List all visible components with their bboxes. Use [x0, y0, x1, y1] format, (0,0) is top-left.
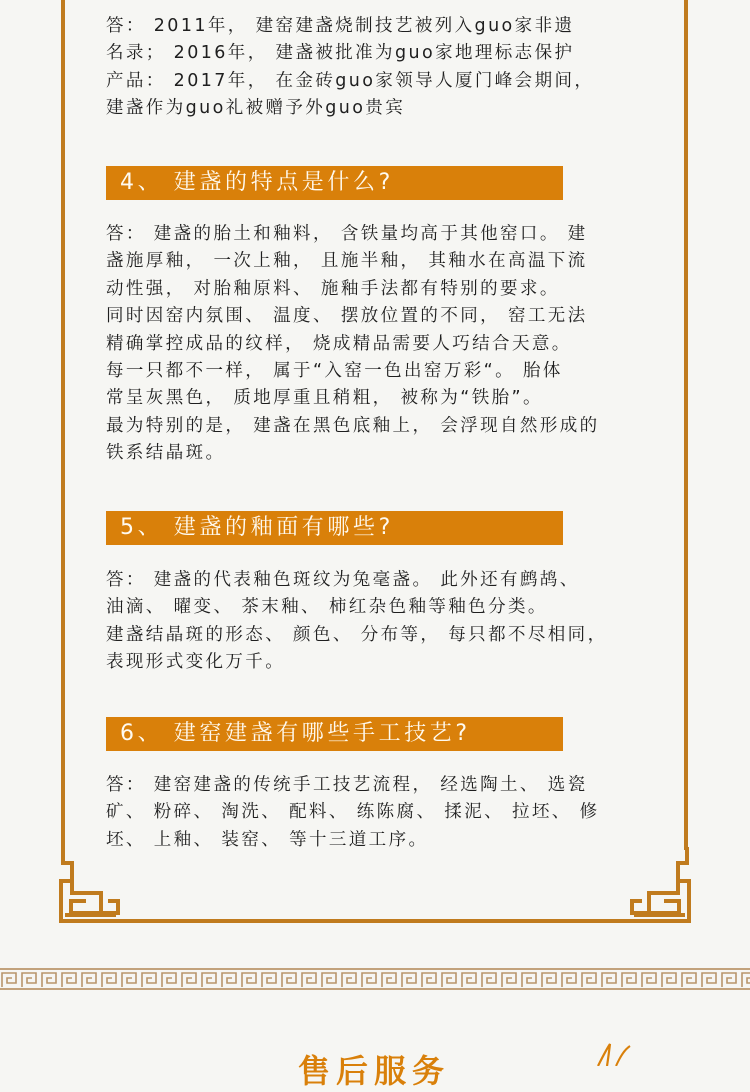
- question-6-heading: 6、 建窑建盏有哪些手工技艺?: [106, 717, 563, 751]
- question-4-heading: 4、 建盏的特点是什么?: [106, 166, 563, 200]
- answer-5-text: 答： 建盏的代表釉色斑纹为兔毫盏。 此外还有鹧鸪、 油滴、 曜变、 茶末釉、 柿红杂色釉等釉色分类。 建盏结晶斑的形态、 颜色、 分布等， 每只都不尽相同， 表现形式变化万千。: [106, 570, 608, 673]
- answer-4-text: 答： 建盏的胎土和釉料， 含铁量均高于其他窑口。 建 盏施厚釉， 一次上釉， 且施半釉， 其釉水在高温下流 动性强， 对胎釉原料、 施釉手法都有特别的要求。 同时因窑内氛围、 温度、 摆放位置的不同， 窑工无法 精确掌控成品的纹样， 烧成精品需要人巧结合天意。 每一只都不一样， 属于“入窑一色出窑万彩“。 胎体 常呈灰黑色， 质地厚重且稍粗， 被称为“铁胎”。 最为特别的是， 建盏在黑色底釉上， 会浮现自然形成的 铁系结晶斑。: [106, 224, 600, 464]
- frame-bottom-border: [180, 919, 570, 923]
- answer-6-text: 答： 建窑建盏的传统手工技艺流程， 经选陶土、 选瓷 矿、 粉碎、 淘洗、 配料、 练陈腐、 揉泥、 拉坯、 修 坯、 上釉、 装窑、 等十三道工序。: [106, 775, 600, 850]
- frame-right-border: [684, 0, 688, 850]
- answer-3-text: 答： 2011年， 建窑建盏烧制技艺被列入guo家非遗 名录； 2016年， 建盏被批准为guo家地理标志保护 产品： 2017年， 在金砖guo家领导人厦门峰会期间， 建盏作为guo礼被赠予外guo贵宾: [106, 16, 595, 119]
- brush-stroke-ornament: [590, 1040, 640, 1066]
- fret-border-strip: [0, 968, 750, 990]
- question-5-heading: 5、 建盏的釉面有哪些?: [106, 511, 563, 545]
- fret-corner-bottom-left-ornament: [56, 845, 186, 925]
- frame-left-border: [61, 0, 65, 850]
- fret-corner-bottom-right-ornament: [564, 845, 694, 925]
- after-sales-title: 售后服务: [298, 1052, 451, 1090]
